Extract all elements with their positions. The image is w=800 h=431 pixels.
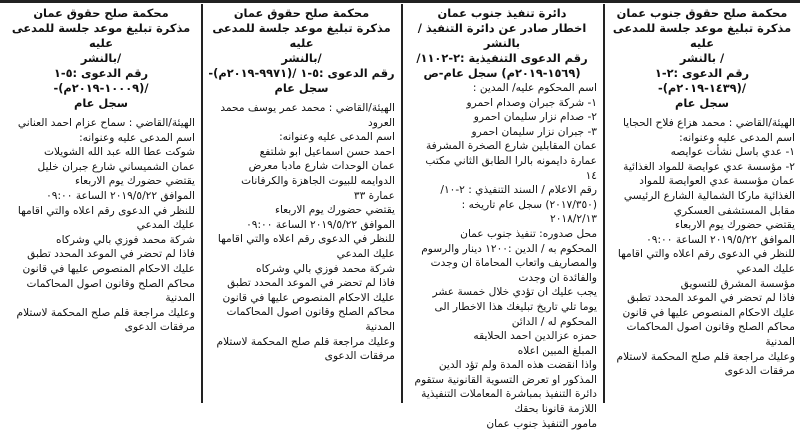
notice-2-line: اللازمة قانونا بحقك xyxy=(514,403,597,416)
notice-3-line: وعليك مراجعة قلم صلح المحكمة لاستلام xyxy=(216,335,395,348)
notice-3-line: العرود xyxy=(368,116,395,129)
notice-1-line: المدنية xyxy=(765,335,795,348)
notice-4-line: مرفقات الدعوى xyxy=(124,321,195,334)
notice-3-body xyxy=(208,101,395,364)
notice-2-title: دائرة تنفيذ جنوب عمان xyxy=(437,6,567,20)
notice-2-line: المبلغ المبين اعلاه xyxy=(517,344,597,357)
notice-1-body xyxy=(609,116,795,379)
notice-1-line: الغذائية ماركا الشمالية الشارع الرئيسي xyxy=(623,189,795,202)
notice-2-line: يوما تلي تاريخ تبليغك هذا الاخطار الى xyxy=(434,300,597,313)
notice-3-line: اسم المدعى عليه وعنوانه: xyxy=(279,131,395,144)
notice-1-line: محاكم الصلح وقانون اصول المحاكمات xyxy=(626,321,795,334)
notice-4-line: اسم المدعى عليه وعنوانه: xyxy=(79,131,195,144)
notice-3-subtitle-2: /بالنشر xyxy=(281,51,322,65)
notice-2-line: مامور التنفيذ جنوب عمان xyxy=(486,417,597,430)
notice-2-line: رقم الاعلام / السند التنفيذي : ٢-١٠/ xyxy=(440,184,597,197)
notice-1-line: اسم المدعى عليه وعنوانه: xyxy=(679,131,795,144)
notice-4-line: عليك المدعي xyxy=(136,219,195,232)
notice-4-line: عمان الشميساني شارع جبران خليل xyxy=(37,160,195,173)
notice-3-line: احمد حسن اسماعيل ابو شلتفع xyxy=(259,145,395,158)
notice-3-title: محكمة صلح حقوق عمان xyxy=(233,6,370,20)
notice-2-line: ٣- جبران نزار سليمان احمرو xyxy=(471,125,597,138)
notice-4-line: الموافق ٢٠١٩/٥/٢٢ الساعة ٠٩:٠٠ xyxy=(46,189,195,202)
notice-3-line: يقتضي حضورك يوم الاربعاء xyxy=(274,204,395,217)
notice-2-subtitle-2: رقم الدعوى التنفيذية :٢-١١٠٢/ xyxy=(416,51,588,65)
notice-4-case-line: رقم الدعوى :٥-١ /(١٠٠٠٩-٢٠١٩م)- xyxy=(53,66,149,95)
column-divider xyxy=(603,4,605,403)
notice-4-line: يقتضي حضورك يوم الاربعاء xyxy=(74,175,195,188)
notice-3-line: محاكم الصلح وقانون اصول المحاكمات xyxy=(226,306,395,319)
notice-4-body xyxy=(7,116,195,335)
notice-2-line: اسم المحكوم عليه/ المدين : xyxy=(472,82,597,94)
notice-4-line: الهيئة/القاضي : سماح عزام احمد العناني xyxy=(17,117,195,129)
notice-2-line: والفائدة ان وجدت xyxy=(518,271,597,284)
notice-3-line: فاذا لم تحضر في الموعد المحدد تطبق xyxy=(227,277,395,290)
notice-3-line: عليك المدعي xyxy=(336,247,395,260)
notice-1-line: يقتضي حضورك يوم الاربعاء xyxy=(674,219,795,232)
notice-2-line: المذكور او تعرض التسوية القانونية ستقوم xyxy=(414,373,597,386)
notice-4-subtitle-1: مذكرة تبليغ موعد جلسة للمدعى عليه xyxy=(11,21,191,50)
notice-2-line: والمصاريف واتعاب المحاماة ان وجدت xyxy=(430,257,597,270)
notice-3-line: المدنية xyxy=(365,320,395,333)
notice-2-line: (٢٠١٧/٣٥٠) سجل عام تاريخه : xyxy=(461,198,597,211)
notice-2-line: المحكوم له / الدائن xyxy=(511,315,597,328)
notice-3-court-type: سجل عام xyxy=(274,81,329,95)
notice-2-subtitle-1: اخطار صادر عن دائرة التنفيذ / بالنشر xyxy=(417,21,587,50)
notice-2-line: ٢- صدام نزار سليمان احمرو xyxy=(473,111,597,124)
notice-1-line: عمان مؤسسة عدي العوايصة للمواد xyxy=(639,175,795,188)
notice-3-line: مرفقات الدعوى xyxy=(324,350,395,363)
notice-1-line: عليك الاحكام المنصوص عليها في قانون xyxy=(622,306,795,319)
notice-2-case-line: (١٥٦٩-٢٠١٩م) سجل عام-ص xyxy=(423,66,581,80)
notice-2-line: عمان المقابلين شارع الصخرة المشرفة xyxy=(426,140,597,153)
notice-4-line: للنظر في الدعوى رقم اعلاه والتي اقامها xyxy=(17,204,195,217)
notice-4-line: شوكت عطا الله عبد الله الشويلات xyxy=(43,146,195,159)
notice-1-line: ٢- مؤسسة عدي عوايصة للمواد الغذائية xyxy=(623,160,795,173)
notice-2-line: عمارة دايمونه بالرا الطابق الثاني مكتب xyxy=(425,154,597,167)
notice-4-line: عليك الاحكام المنصوص عليها في قانون xyxy=(22,262,195,275)
notice-4-line: المدنية xyxy=(165,292,195,305)
notice-1-line: الهيئة/القاضي : محمد هزاع فلاح الحجايا xyxy=(622,117,795,129)
notice-column-1 xyxy=(604,6,800,406)
notice-1-line: مرفقات الدعوى xyxy=(724,365,795,378)
notice-1-line: الموافق ٢٠١٩/٥/٢٢ الساعة ٠٩:٠٠ xyxy=(646,233,795,246)
notice-2-line: محل صدوره: تنفيذ جنوب عمان xyxy=(460,227,597,240)
notice-2-line: يجب عليك ان تؤدي خلال خمسة عشر xyxy=(432,286,597,299)
notice-1-line: فاذا لم تحضر في الموعد المحدد تطبق xyxy=(627,292,795,305)
notice-1-line: مؤسسة المشرق للتسويق xyxy=(680,277,795,290)
notice-1-title: محكمة صلح حقوق جنوب عمان xyxy=(616,6,788,20)
notice-1-subtitle-2: / بالنشر xyxy=(679,51,725,65)
notice-4-subtitle-2: /بالنشر xyxy=(80,51,122,65)
notice-column-2 xyxy=(402,6,602,430)
notice-2-line: حمزه عزالدين احمد الحلايقه xyxy=(473,330,597,343)
notice-2-body xyxy=(407,81,597,431)
notice-2-line: ١- شركة جبران وصدام احمرو xyxy=(466,96,597,109)
notice-1-court-type: سجل عام xyxy=(675,96,729,110)
notice-3-line: عليك الاحكام المنصوص عليها في قانون xyxy=(222,291,395,304)
notice-4-court-type: سجل عام xyxy=(74,96,128,110)
column-divider xyxy=(401,4,403,403)
notice-1-line: ١- عدي باسل نشأت عوايصه xyxy=(670,146,795,159)
notice-4-line: شركة محمد فوزي بالي وشركاه xyxy=(56,233,195,246)
notice-1-line: للنظر في الدعوى رقم اعلاه والتي اقامها xyxy=(617,248,795,261)
notice-3-line: الهيئة/القاضي : محمد عمر يوسف محمد xyxy=(220,102,395,114)
notice-column-4 xyxy=(2,6,200,406)
notice-1-line: مقابل المستشفى العسكري xyxy=(673,204,795,217)
notice-2-line: واذا انقضت هذه المدة ولم تؤد الدين xyxy=(438,359,597,372)
notice-1-line: وعليك مراجعة قلم صلح المحكمة لاستلام xyxy=(616,350,795,363)
notice-3-line: الدوايمه للبيوت الجاهزة والكرفانات xyxy=(241,174,395,187)
notice-3-case-line: رقم الدعوى :٥-١ /(٩٩٧١-٢٠١٩م)- xyxy=(208,66,395,80)
notice-2-line: دائرة التنفيذ بمباشرة المعاملات التنفيذية xyxy=(421,388,597,401)
notice-3-line: شركة محمد فوزي بالي وشركاه xyxy=(256,262,395,275)
notice-2-line: ١٤ xyxy=(585,169,597,182)
notice-1-subtitle-1: مذكرة تبليغ موعد جلسة للمدعى عليه xyxy=(612,21,792,50)
notice-3-line: عمارة ٣٣ xyxy=(353,189,395,202)
top-border xyxy=(0,0,800,3)
notice-4-line: فاذا لم تحضر في الموعد المحدد تطبق xyxy=(27,248,195,261)
notice-3-line: الموافق ٢٠١٩/٥/٢٢ الساعة ٠٩:٠٠ xyxy=(246,218,395,231)
notice-3-subtitle-1: مذكرة تبليغ موعد جلسة للمدعى عليه xyxy=(212,21,391,50)
notice-3-line: للنظر في الدعوى رقم اعلاه والتي اقامها xyxy=(217,233,395,246)
notice-2-line: ٢٠١٨/٢/١٣ xyxy=(550,213,597,226)
notice-4-line: وعليك مراجعة قلم صلح المحكمة لاستلام xyxy=(16,306,195,319)
notice-4-title: محكمة صلح حقوق عمان xyxy=(33,6,169,20)
column-divider xyxy=(201,4,203,403)
notice-2-line: المحكوم به / الدين :١٢٠٠ دينار والرسوم xyxy=(421,242,597,255)
notice-column-3 xyxy=(203,6,400,406)
notice-1-case-line: رقم الدعوى :٢-١ /(١٤٣٩-٢٠١٩م)- xyxy=(654,66,750,95)
notice-4-line: محاكم الصلح وقانون اصول المحاكمات xyxy=(26,277,195,290)
notice-1-line: عليك المدعي xyxy=(736,262,795,275)
notice-3-line: عمان الوحدات شارع مادبا معرض xyxy=(248,160,395,173)
